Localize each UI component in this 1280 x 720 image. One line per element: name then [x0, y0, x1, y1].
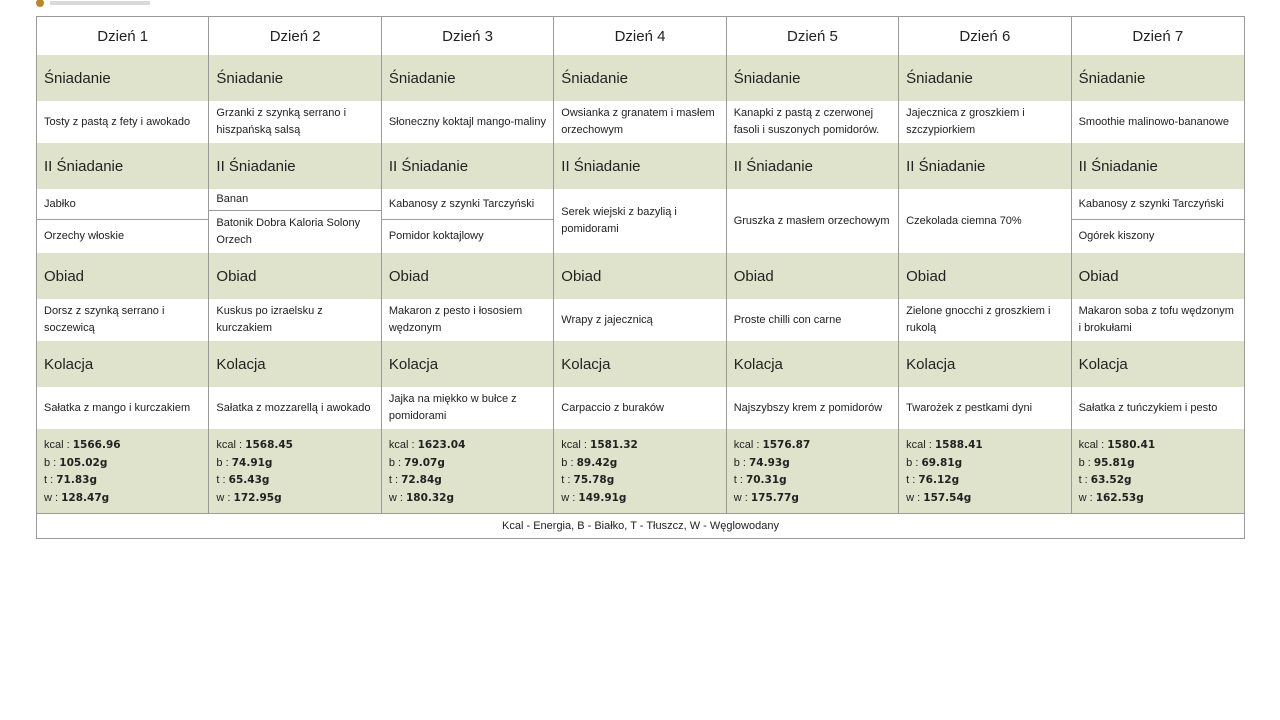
meal-label-breakfast: Śniadanie	[1072, 55, 1244, 101]
macro-label: t :	[906, 474, 919, 486]
macro-value: 1588.41	[934, 439, 983, 451]
macro-w	[734, 490, 891, 508]
dish-name: Czekolada ciemna 70%	[906, 214, 1022, 227]
meal-label-breakfast: Śniadanie	[209, 55, 381, 101]
dish-second-breakfast	[727, 189, 899, 253]
dish-breakfast	[727, 101, 899, 143]
macro-t	[389, 472, 546, 490]
dish-name: Jajecznica z groszkiem i szczypiorkiem	[906, 107, 1025, 136]
dish-dinner	[382, 387, 554, 429]
macro-value: 95.81g	[1093, 456, 1135, 469]
macro-b	[734, 455, 891, 473]
macro-value: 180.32g	[405, 491, 455, 504]
macro-label: kcal :	[1078, 439, 1108, 451]
dish-breakfast	[554, 101, 726, 143]
meal-label-second-breakfast: II Śniadanie	[1072, 143, 1244, 189]
macro-value: 69.81g	[921, 456, 963, 469]
meal-label-lunch: Obiad	[209, 253, 381, 299]
dish-name: Pomidor koktajlowy	[388, 230, 484, 242]
macro-value: 74.91g	[231, 456, 273, 469]
macro-value: 1576.87	[762, 439, 811, 451]
meal-label-lunch: Obiad	[899, 253, 1071, 299]
macro-value: 63.52g	[1090, 474, 1132, 486]
macro-b	[561, 455, 718, 473]
macro-label: kcal :	[388, 439, 418, 451]
macro-legend: Kcal - Energia, B - Białko, T - Tłuszcz, W - Węglowodany	[37, 513, 1244, 538]
dish-name: Makaron z pesto i łososiem wędzonym	[388, 305, 523, 334]
dish-lunch	[554, 299, 726, 341]
macro-label: t :	[561, 474, 574, 486]
macro-label: kcal :	[216, 439, 246, 451]
macro-label: kcal :	[561, 439, 591, 451]
macro-label: t :	[216, 474, 229, 486]
macro-label: kcal :	[733, 439, 763, 451]
dish-name: Kabanosy z szynki Tarczyński	[1072, 189, 1244, 220]
dish-name: Kanapki z pastą z czerwonej fasoli i suszonych pomidorów.	[733, 107, 880, 136]
macro-summary	[727, 429, 899, 513]
day-header: Dzień 6	[899, 17, 1071, 55]
macro-label: w :	[44, 491, 62, 504]
dish-dinner	[727, 387, 899, 429]
meal-label-breakfast: Śniadanie	[37, 55, 209, 101]
brand-logo	[36, 0, 176, 2]
macro-value: 1568.45	[245, 439, 293, 451]
meal-label-second-breakfast: II Śniadanie	[554, 143, 726, 189]
macro-t	[561, 472, 718, 490]
macro-label: b :	[561, 456, 577, 469]
meal-plan-grid	[37, 17, 1244, 513]
dish-name: Sałatka z mozzarellą i awokado	[216, 401, 371, 414]
day-header: Dzień 5	[727, 17, 899, 55]
macro-value: 65.43g	[228, 474, 270, 486]
day-header: Dzień 2	[209, 17, 381, 55]
macro-value: 74.93g	[749, 456, 790, 469]
macro-value: 128.47g	[61, 491, 110, 504]
dish-name: Najszybszy krem z pomidorów	[733, 401, 883, 414]
macro-value: 1580.41	[1107, 439, 1156, 451]
meal-label-dinner: Kolacja	[209, 341, 381, 387]
macro-label: b :	[388, 456, 405, 469]
macro-value: 157.54g	[923, 491, 972, 504]
meal-label-breakfast: Śniadanie	[899, 55, 1071, 101]
dish-name: Smoothie malinowo-bananowe	[1078, 115, 1229, 128]
macro-kcal	[44, 437, 201, 455]
macro-kcal	[389, 437, 546, 455]
dish-breakfast	[209, 101, 381, 143]
macro-value: 72.84g	[401, 474, 442, 486]
macro-label: b :	[906, 456, 922, 469]
dish-name: Sałatka z mango i kurczakiem	[44, 401, 191, 414]
meal-label-dinner: Kolacja	[554, 341, 726, 387]
macro-b	[906, 455, 1063, 473]
dish-second-breakfast	[554, 189, 726, 253]
dish-second-breakfast	[209, 189, 381, 253]
meal-label-lunch: Obiad	[727, 253, 899, 299]
macro-summary	[209, 429, 381, 513]
macro-label: t :	[388, 474, 402, 486]
day-header: Dzień 1	[37, 17, 209, 55]
macro-value: 1623.04	[417, 439, 466, 451]
meal-label-dinner: Kolacja	[727, 341, 899, 387]
dish-name: Ogórek kiszony	[1078, 230, 1155, 242]
dish-second-breakfast	[1072, 189, 1244, 253]
dish-breakfast	[37, 101, 209, 143]
dish-name: Tosty z pastą z fety i awokado	[44, 115, 191, 128]
macro-summary	[899, 429, 1071, 513]
meal-label-lunch: Obiad	[382, 253, 554, 299]
macro-t	[44, 472, 201, 490]
dish-lunch	[382, 299, 554, 341]
meal-label-lunch: Obiad	[554, 253, 726, 299]
macro-t	[216, 472, 373, 490]
dish-name: Carpaccio z buraków	[561, 401, 664, 414]
meal-label-second-breakfast: II Śniadanie	[899, 143, 1071, 189]
macro-label: w :	[216, 491, 234, 504]
meal-label-lunch: Obiad	[1072, 253, 1244, 299]
dish-lunch	[727, 299, 899, 341]
dish-dinner	[899, 387, 1071, 429]
macro-label: w :	[733, 491, 751, 504]
macro-label: w :	[1078, 491, 1096, 504]
dish-name: Twarożek z pestkami dyni	[906, 401, 1033, 414]
dish-name: Proste chilli con carne	[733, 313, 842, 326]
macro-label: w :	[388, 491, 406, 504]
dish-name: Jabłko	[37, 189, 208, 220]
dish-name: Grzanki z szynką serrano i hiszpańską salsą	[216, 107, 347, 136]
macro-value: 71.83g	[56, 474, 97, 486]
dish-name: Gruszka z masłem orzechowym	[733, 214, 890, 227]
dish-name: Batonik Dobra Kaloria Solony Orzech	[216, 217, 361, 246]
dish-name: Jajka na miękko w bułce z pomidorami	[388, 393, 517, 422]
dish-name: Owsianka z granatem i masłem orzechowym	[561, 107, 715, 136]
macro-label: kcal :	[44, 439, 73, 451]
macro-value: 75.78g	[573, 474, 615, 486]
dish-name: Banan	[209, 189, 380, 211]
macro-value: 1566.96	[72, 439, 121, 451]
macro-w	[389, 490, 546, 508]
dish-name: Zielone gnocchi z groszkiem i rukolą	[906, 305, 1051, 334]
macro-value: 162.53g	[1095, 491, 1144, 504]
dish-lunch	[1072, 299, 1244, 341]
dish-dinner	[209, 387, 381, 429]
dish-name: Kuskus po izraelsku z kurczakiem	[216, 305, 323, 334]
macro-w	[906, 490, 1063, 508]
dish-name: Serek wiejski z bazylią i pomidorami	[561, 206, 677, 235]
meal-label-breakfast: Śniadanie	[554, 55, 726, 101]
dish-second-breakfast	[899, 189, 1071, 253]
dish-breakfast	[899, 101, 1071, 143]
dish-name: Wrapy z jajecznicą	[561, 313, 653, 326]
macro-t	[906, 472, 1063, 490]
meal-label-dinner: Kolacja	[382, 341, 554, 387]
macro-kcal	[1079, 437, 1237, 455]
macro-b	[44, 455, 201, 473]
macro-b	[389, 455, 546, 473]
dish-second-breakfast	[382, 189, 554, 253]
macro-w	[1079, 490, 1237, 508]
meal-label-breakfast: Śniadanie	[727, 55, 899, 101]
dish-breakfast	[1072, 101, 1244, 143]
dish-name: Dorsz z szynką serrano i soczewicą	[44, 305, 165, 334]
meal-label-second-breakfast: II Śniadanie	[727, 143, 899, 189]
macro-label: kcal :	[906, 439, 935, 451]
meal-label-lunch: Obiad	[37, 253, 209, 299]
dish-name: Kabanosy z szynki Tarczyński	[382, 189, 553, 220]
macro-label: b :	[44, 456, 60, 469]
dish-dinner	[554, 387, 726, 429]
meal-label-breakfast: Śniadanie	[382, 55, 554, 101]
macro-kcal	[906, 437, 1063, 455]
dish-lunch	[899, 299, 1071, 341]
dish-dinner	[1072, 387, 1244, 429]
macro-value: 175.77g	[750, 491, 799, 504]
macro-label: t :	[44, 474, 57, 486]
meal-label-second-breakfast: II Śniadanie	[209, 143, 381, 189]
dish-lunch	[37, 299, 209, 341]
dish-dinner	[37, 387, 209, 429]
meal-label-second-breakfast: II Śniadanie	[382, 143, 554, 189]
dish-name: Makaron soba z tofu wędzonym i brokułami	[1078, 305, 1234, 334]
day-header: Dzień 4	[554, 17, 726, 55]
day-header: Dzień 7	[1072, 17, 1244, 55]
macro-value: 149.91g	[578, 491, 627, 504]
dish-name: Słoneczny koktajl mango-maliny	[388, 115, 546, 128]
meal-label-dinner: Kolacja	[37, 341, 209, 387]
macro-value: 70.31g	[745, 474, 787, 486]
macro-value: 79.07g	[404, 456, 445, 469]
macro-label: w :	[906, 491, 924, 504]
macro-w	[44, 490, 201, 508]
macro-kcal	[734, 437, 891, 455]
meal-label-second-breakfast: II Śniadanie	[37, 143, 209, 189]
dish-name: Sałatka z tuńczykiem i pesto	[1078, 401, 1218, 414]
macro-label: b :	[1078, 456, 1094, 469]
macro-kcal	[216, 437, 373, 455]
macro-value: 1581.32	[590, 439, 638, 451]
meal-plan-table	[36, 16, 1245, 539]
macro-summary	[382, 429, 554, 513]
dish-lunch	[209, 299, 381, 341]
macro-value: 172.95g	[233, 491, 282, 504]
macro-b	[1079, 455, 1237, 473]
macro-label: b :	[216, 456, 232, 469]
macro-label: t :	[733, 474, 746, 486]
macro-value: 89.42g	[576, 456, 618, 469]
macro-t	[1079, 472, 1237, 490]
macro-summary	[554, 429, 726, 513]
macro-b	[216, 455, 373, 473]
meal-label-dinner: Kolacja	[1072, 341, 1244, 387]
macro-w	[561, 490, 718, 508]
macro-t	[734, 472, 891, 490]
meal-label-dinner: Kolacja	[899, 341, 1071, 387]
day-header: Dzień 3	[382, 17, 554, 55]
macro-label: t :	[1078, 474, 1091, 486]
dish-second-breakfast	[37, 189, 209, 253]
macro-value: 105.02g	[59, 456, 108, 469]
macro-summary	[1072, 429, 1244, 513]
dish-breakfast	[382, 101, 554, 143]
macro-kcal	[561, 437, 718, 455]
macro-w	[216, 490, 373, 508]
macro-summary	[37, 429, 209, 513]
macro-label: w :	[561, 491, 579, 504]
macro-label: b :	[733, 456, 749, 469]
dish-name: Orzechy włoskie	[44, 230, 125, 242]
macro-value: 76.12g	[918, 474, 960, 486]
